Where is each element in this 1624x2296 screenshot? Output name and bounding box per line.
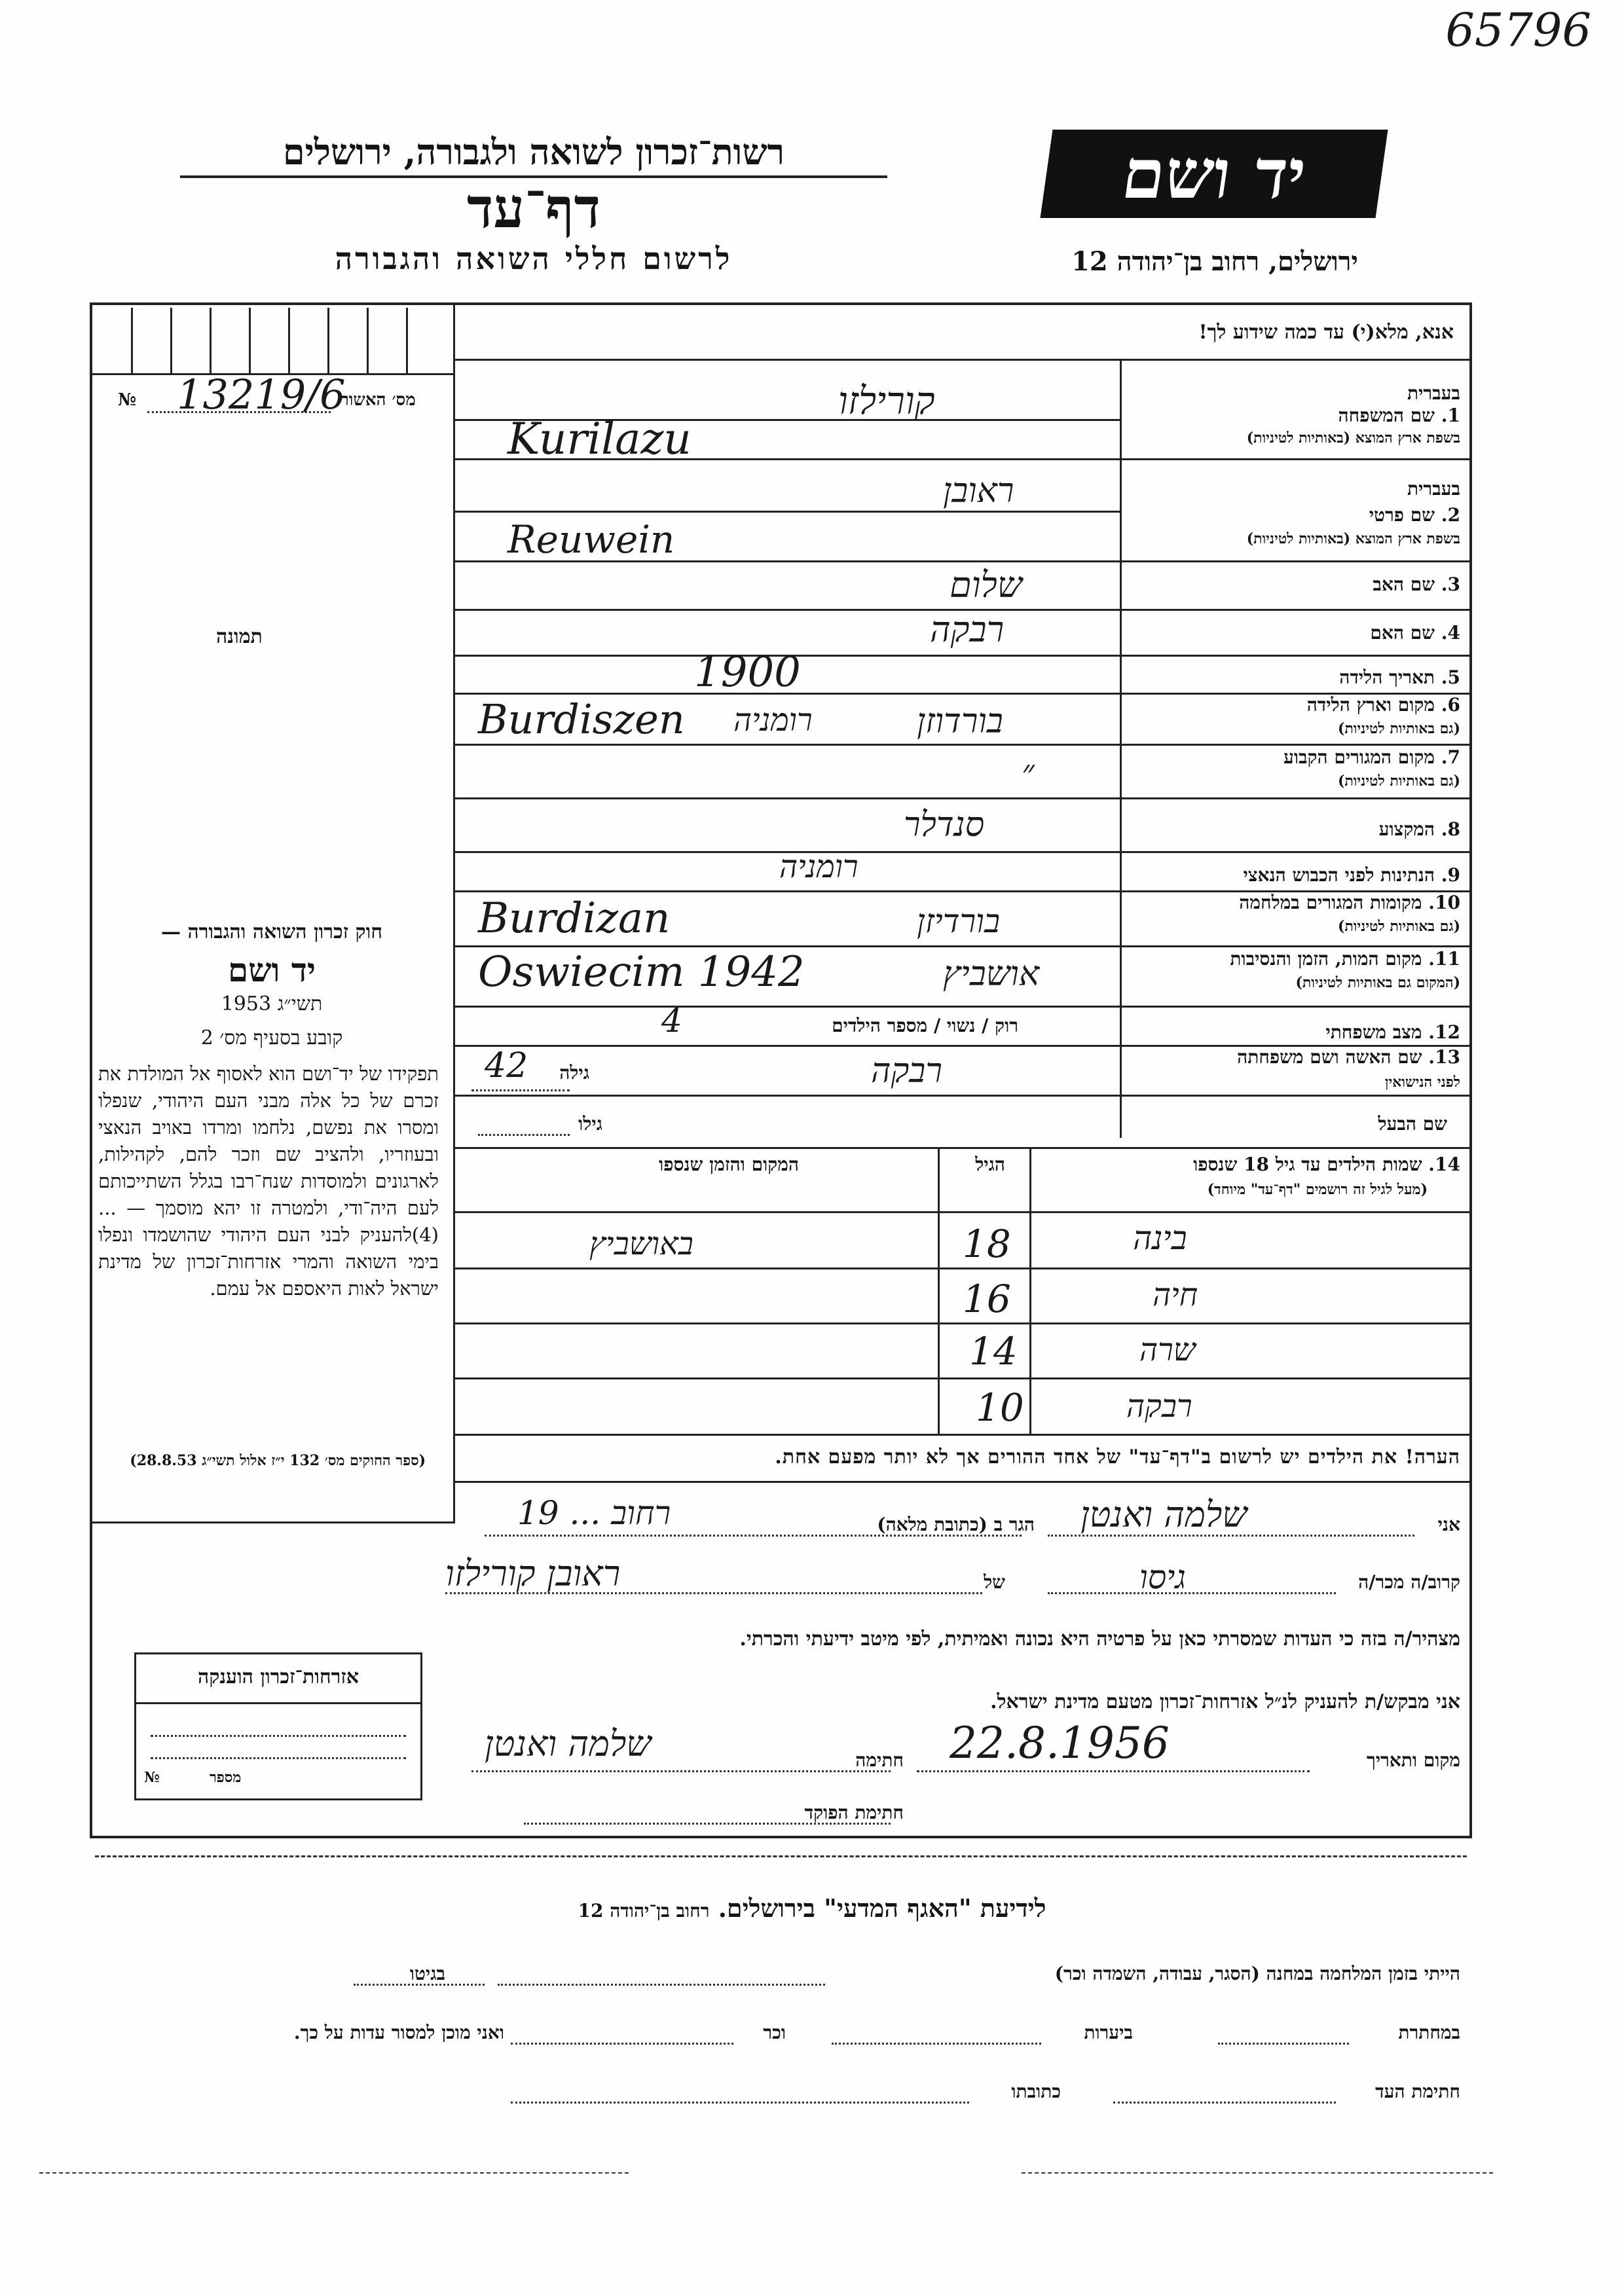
entry-death-lat: Oswiecim 1942 xyxy=(478,948,805,996)
stub-tick xyxy=(327,308,329,373)
entry-rule xyxy=(453,511,1120,513)
declaration-statement: מצהיר/ה בזה כי העדות שמסרתי כאן על פרטיה היא נכונה ואמיתית, לפי מיטב ידיעתי והכרתי. xyxy=(739,1628,1460,1650)
remark-line: הערה! את הילדים יש לרשום ב"דף־עד" של אחד ההורים אך לא יותר מפעם אחת. xyxy=(775,1446,1460,1468)
entry-rule xyxy=(453,1045,1120,1047)
form-intro: אנא, מלא(י) עד כמה שידוע לך! xyxy=(1198,321,1454,344)
stub-tick xyxy=(131,308,133,373)
field-rule xyxy=(1120,851,1472,853)
field-rule xyxy=(1120,693,1472,695)
husband-rule xyxy=(453,1147,1472,1149)
entry-profession: סנדלר xyxy=(904,805,985,845)
law-year: תשי״ג 1953 xyxy=(221,993,323,1015)
declarant-address: רחוב ... 19 xyxy=(517,1494,671,1532)
law-clause: קובע בסעיף מס׳ 2 xyxy=(200,1027,343,1049)
footer-etc-blank xyxy=(511,2043,733,2045)
declaration-date: 22.8.1956 xyxy=(950,1718,1170,1768)
footer-title xyxy=(0,1893,1624,1923)
footer-address-blank xyxy=(511,2102,969,2104)
record-number-label: מס׳ האשור xyxy=(341,390,416,410)
memorial-box-title-rule xyxy=(134,1702,422,1704)
footer-ready: ואני מוכן למסור עדות על כך. xyxy=(293,2022,504,2043)
law-citation: (ספר החוקים מס׳ 132 י״ז אלול תשי״ג 28.8.53) xyxy=(130,1452,426,1469)
footer-heading: לידיעת "האגף המדעי" בירושלים. xyxy=(718,1893,1046,1923)
remark-rule xyxy=(453,1481,1472,1483)
left-column-bottom xyxy=(90,1522,455,1523)
husband-label: שם הבעל xyxy=(1378,1113,1447,1135)
law-body: תפקידו של יד־ושם הוא לאסוף אל המולדת את זכרם של כל אלה מבני העם היהודי, שנפלו ומסרו את נפשם, נלחמו ומרדו באויב הנאצי ובעוזריו, ולהציב שם וזכר להם, לקהילות, לארגונים ולמוסדות שנח־רבו בגלל השתייכותם לעם היה־ודי, ולמטרה זו יהא מוסמך — ...(4)להעניק לבני העם היהודי שהושמדו ונפלו בימי השואה והמרי אזרחות־זכרון של מדינת ישראל לאות היאספם אל עמם. xyxy=(98,1063,439,1300)
children-row-rule xyxy=(453,1434,1472,1436)
logo-text: יד ושם xyxy=(1117,134,1311,214)
field-9-label: 9. הנתינות לפני הכבוש הנאצי xyxy=(1243,864,1460,886)
memorial-box-line xyxy=(151,1735,406,1737)
children-label: 14. שמות הילדים עד גיל 18 שנספו xyxy=(1193,1154,1460,1175)
child-4-name: רבקה xyxy=(1126,1388,1192,1425)
field-4-label: 4. שם האם xyxy=(1370,622,1460,644)
stub-tick xyxy=(288,308,290,373)
entry-wife-age: 42 xyxy=(485,1046,528,1085)
field-rule xyxy=(1120,1045,1472,1047)
of-label: של xyxy=(984,1571,1005,1593)
entry-residence: ״ xyxy=(1022,753,1035,792)
entry-given-name-he: ראובן xyxy=(943,471,1014,511)
footer-underground-blank xyxy=(1218,2043,1349,2045)
children-row-rule xyxy=(453,1322,1472,1324)
entry-birth-place-lat: Burdiszen xyxy=(478,695,685,743)
label-column-rule xyxy=(1120,359,1122,1138)
entry-father: שלום xyxy=(950,564,1023,606)
field-11-label: 11. מקום המות, הזמן והנסיבות xyxy=(1230,948,1460,970)
husband-age-label: גילו xyxy=(578,1113,602,1135)
child-1-name: בינה xyxy=(1133,1219,1187,1257)
footer-underground: במחתרת xyxy=(1398,2022,1460,2043)
field-rule xyxy=(1120,458,1472,460)
husband-age-line xyxy=(478,1134,570,1136)
relation-line xyxy=(1048,1592,1336,1594)
child-1-age: 18 xyxy=(963,1222,1011,1266)
entry-given-name-lat: Reuwein xyxy=(507,517,675,562)
stub-tick xyxy=(406,308,408,373)
children-note: (מעל לגיל זה רושמים "דף־עד" מיוחד) xyxy=(1207,1181,1428,1198)
photo-label: תמונה xyxy=(216,625,263,648)
entry-mother: רבקה xyxy=(930,609,1005,650)
memorial-box-title: אזרחות־זכרון הוענקה xyxy=(197,1666,360,1688)
field-rule xyxy=(1120,1006,1472,1008)
law-title: חוק זכרון השואה והגבורה — xyxy=(161,920,382,943)
declarant-name: שלמה ואנטן xyxy=(1080,1494,1247,1535)
entry-rule xyxy=(453,797,1120,799)
children-place-header: המקום והזמן שנספו xyxy=(659,1154,799,1175)
wife-age-label: גילה xyxy=(559,1062,589,1084)
field-rule xyxy=(1120,890,1472,892)
officer-signature-label: חתימת הפוקד xyxy=(804,1802,904,1823)
field-5-label: 5. תאריך הלידה xyxy=(1339,666,1460,688)
entry-family-name-he: קורילזו xyxy=(838,378,935,423)
field-13-note: לפני הנישואין xyxy=(1384,1074,1460,1091)
field-rule xyxy=(1120,744,1472,746)
footer-camp-line: הייתי בזמן המלחמה במחנה (הסגר, עבודה, השמדה וכר) xyxy=(1054,1963,1460,1984)
stub-tick xyxy=(249,308,251,373)
child-2-age: 16 xyxy=(963,1277,1011,1321)
footer-address: רחוב בן־יהודה 12 xyxy=(578,1900,710,1922)
footer-ghetto-blank xyxy=(354,1984,485,1986)
declarant-signature: שלמה ואנטן xyxy=(485,1723,652,1764)
field-13-label: 13. שם האשה ושם משפחתה xyxy=(1237,1046,1460,1068)
footer-camp-blank xyxy=(498,1984,825,1986)
memorial-box-line xyxy=(151,1757,406,1759)
child-1-place: באושביץ xyxy=(589,1226,693,1262)
field-2-label: 2. שם פרטי xyxy=(1369,504,1460,526)
footer-ghetto: בגיטו xyxy=(409,1963,445,1984)
entry-birth-date: 1900 xyxy=(694,648,801,697)
bottom-edge-mark xyxy=(1022,2172,1493,2174)
entry-rule xyxy=(453,744,1120,746)
record-number-value: 13219/6 xyxy=(177,371,346,418)
declarant-relation: גיסו xyxy=(1139,1558,1186,1596)
field-12-label: 12. מצב משפחתי xyxy=(1325,1021,1460,1043)
field-6-label: 6. מקום וארץ הלידה xyxy=(1306,694,1460,716)
left-column-rule xyxy=(453,302,455,1522)
footer-etc: וכר xyxy=(763,2022,786,2043)
archive-number: 65796 xyxy=(1445,3,1591,57)
footer-signature-blank xyxy=(1113,2102,1336,2104)
in-hebrew-label-1: בעברית xyxy=(1407,382,1460,404)
field-rule xyxy=(1120,655,1472,657)
field-2-note: בשפת ארץ המוצא (באותיות לטיניות) xyxy=(1246,530,1460,547)
child-3-age: 14 xyxy=(969,1329,1018,1374)
field-rule xyxy=(1120,560,1472,562)
residing-label: הגר ב (כתובת מלאה) xyxy=(877,1514,1035,1535)
field-7-note: (גם באותיות לטיניות) xyxy=(1337,773,1460,790)
stub-tick xyxy=(170,308,172,373)
entry-rule xyxy=(453,609,1120,611)
memorial-box-number-label: מספר xyxy=(210,1769,242,1786)
children-age-header: הגיל xyxy=(975,1154,1005,1175)
footer-forests: ביערות xyxy=(1084,2022,1133,2043)
relative-of-name: ראובן קורילזו xyxy=(445,1553,621,1594)
marital-options: רוק / נשוי / מספר הילדים xyxy=(832,1015,1018,1036)
relative-label: קרוב/ה מכר/ה xyxy=(1358,1571,1460,1593)
form-subtitle: לרשום חללי השואה והגבורה xyxy=(335,241,733,276)
field-10-note: (גם באותיות לטיניות) xyxy=(1337,918,1460,935)
field-rule xyxy=(1120,609,1472,611)
address-line xyxy=(485,1535,1022,1537)
footer-forests-blank xyxy=(832,2043,1041,2045)
signature-label: חתימה xyxy=(855,1749,904,1771)
entry-rule xyxy=(453,890,1120,892)
child-2-name: חיה xyxy=(1153,1277,1198,1313)
bottom-edge-mark xyxy=(39,2172,629,2174)
entry-children-count: 4 xyxy=(661,1002,682,1040)
field-7-label: 7. מקום המגורים הקבוע xyxy=(1283,746,1460,768)
authority-heading: רשות־זכרון לשואה ולגבורה, ירושלים xyxy=(282,131,785,173)
children-col-rule xyxy=(938,1147,940,1435)
signature-line xyxy=(471,1770,891,1772)
wife-age-line xyxy=(471,1089,570,1091)
child-3-name: שרה xyxy=(1139,1332,1196,1368)
officer-signature-line xyxy=(524,1823,891,1825)
entry-wife-name: רבקה xyxy=(871,1051,942,1091)
header-address: ירושלים, רחוב בן־יהודה 12 xyxy=(1071,246,1358,277)
entry-rule xyxy=(453,945,1120,947)
law-logo: יד ושם xyxy=(228,951,316,989)
children-row-rule xyxy=(453,1267,1472,1269)
entry-citizenship: רומניה xyxy=(779,848,858,885)
field-6-note: (גם באותיות לטיניות) xyxy=(1337,720,1460,737)
stub-tick xyxy=(210,308,212,373)
yad-vashem-logo xyxy=(1041,130,1388,218)
field-rule xyxy=(1120,797,1472,799)
entry-birth-country: רומניה xyxy=(733,702,813,738)
place-date-line xyxy=(917,1770,1310,1772)
field-10-label: 10. מקומות המגורים במלחמה xyxy=(1239,892,1460,913)
field-3-label: 3. שם האב xyxy=(1373,574,1460,595)
children-col-rule xyxy=(1029,1147,1031,1435)
place-date-label: מקום ותאריך xyxy=(1366,1749,1460,1771)
field-1-note: בשפת ארץ המוצא (באותיות לטיניות) xyxy=(1246,429,1460,446)
declaration-request: אני מבקש/ת להעניק לנ״ל אזרחות־זכרון מטעם מדינת ישראל. xyxy=(990,1690,1460,1713)
child-4-age: 10 xyxy=(976,1385,1024,1430)
entry-family-name-lat: Kurilazu xyxy=(507,414,692,464)
entry-wartime-place-lat: Burdizan xyxy=(478,894,671,943)
footer-separator xyxy=(95,1855,1467,1857)
in-hebrew-label-2: בעברית xyxy=(1407,478,1460,500)
entry-wartime-place-he: בורדיזן xyxy=(917,902,1001,940)
form-title: דף־עד xyxy=(466,175,600,240)
memorial-box-number-sign: № xyxy=(144,1769,160,1786)
children-header-rule xyxy=(453,1211,1472,1213)
footer-address-label: כתובתו xyxy=(1011,2081,1061,2102)
intro-rule xyxy=(453,359,1472,361)
field-8-label: 8. המקצוע xyxy=(1378,818,1460,840)
footer-witness-signature: חתימת העד xyxy=(1375,2081,1460,2102)
field-rule xyxy=(1120,945,1472,947)
entry-rule xyxy=(453,1006,1120,1008)
field-11-note: (המקום גם באותיות לטיניות) xyxy=(1295,974,1460,991)
stub-tick xyxy=(367,308,369,373)
field-rule xyxy=(453,1095,1472,1097)
record-number-sign: № xyxy=(118,390,137,410)
children-row-rule xyxy=(453,1377,1472,1379)
entry-death-he: אושביץ xyxy=(943,955,1040,994)
declarant-i-label: אני xyxy=(1437,1514,1460,1535)
entry-birth-place-he: בורדוזן xyxy=(917,702,1003,741)
field-1-label: 1. שם המשפחה xyxy=(1338,405,1460,426)
